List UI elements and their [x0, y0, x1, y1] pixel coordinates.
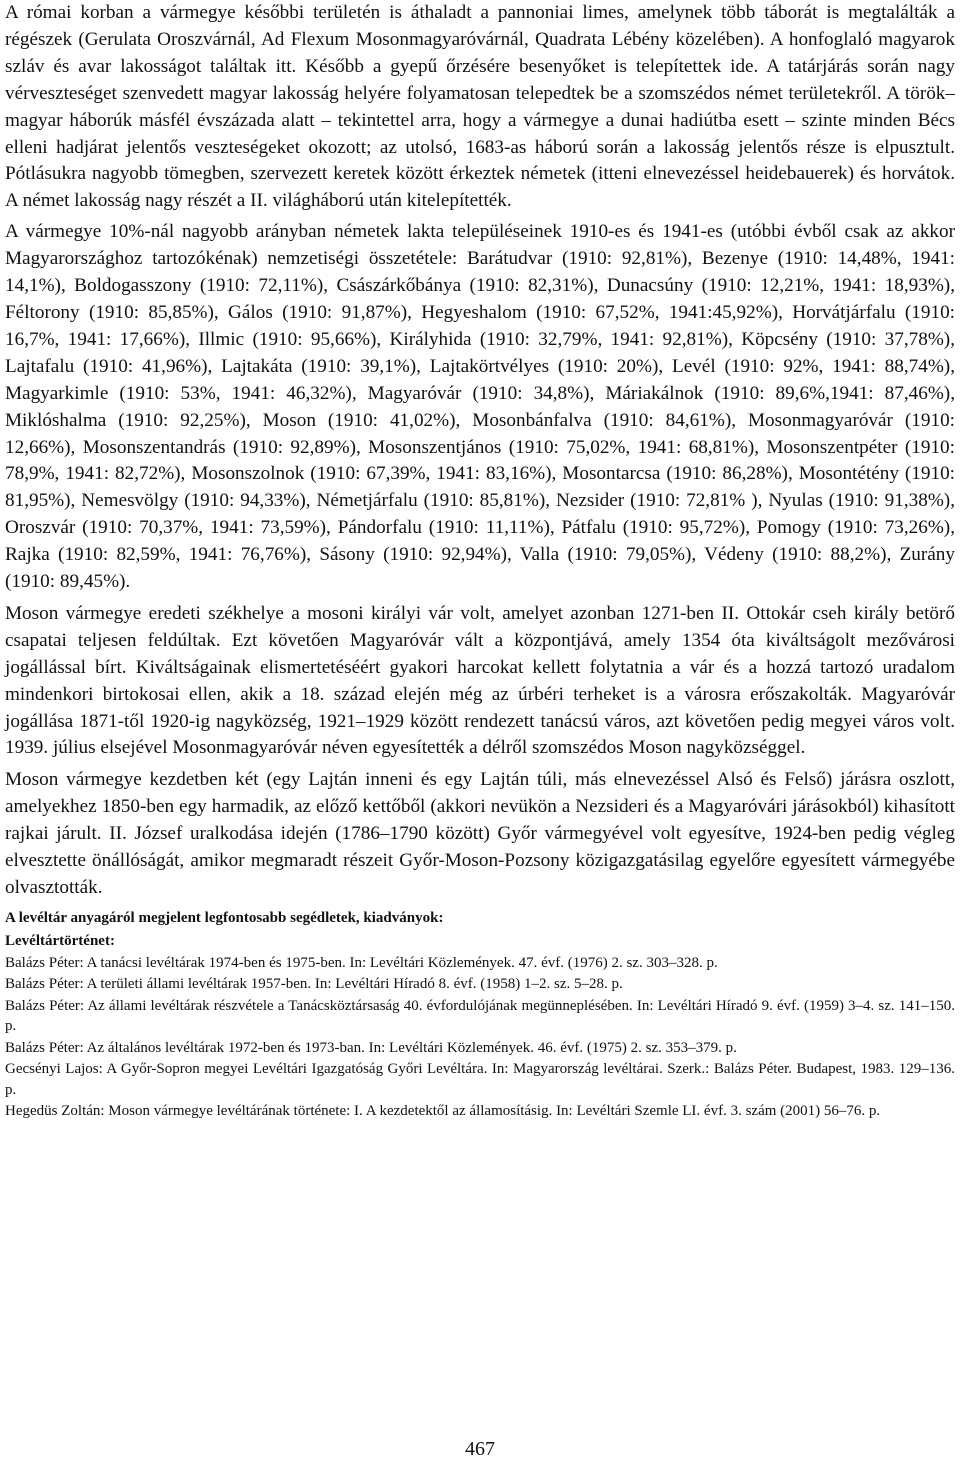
reference-entry: Hegedüs Zoltán: Moson vármegye levéltárának története: I. A kezdetektől az államosításig. In: Levéltári Szemle LI. évf. 3. szám (2001) 56–76. p. [5, 1103, 881, 1120]
page-number: 467 [465, 1438, 495, 1460]
paragraph-german-settlements: A vármegye 10%-nál nagyobb arányban németek lakta településeinek 1910-es és 1941-es (utóbbi évből csak az akkor Magyarországhoz tartozókénak) nemzetiségi összetétele: Barátudvar (1910: 92,81%), Bezenye (1910: 14,48%, 1941: 14,1%), Boldogasszony (1910: 72,11%), Császárkőbánya (1910: 82,31%), Dunacsúny (1910: 12,21%, 1941: 18,93%), Féltorony (1910: 85,85%), Gálos (1910: 91,87%), Hegyeshalom (1910: 67,52%, 1941:45,92%), Horvátjárfalu (1910: 16,7%, 1941: 17,66%), Illmic (1910: 95,66%), Királyhida (1910: 32,79%, 1941: 92,81%), Köpcsény (1910: 37,78%), Lajtafalu (1910: 41,96%), Lajtakáta (1910: 39,1%), Lajtakörtvélyes (1910: 20%), Levél (1910: 92%, 1941: 88,74%), Magyarkimle (1910: 53%, 1941: 46,32%), Magyaróvár (1910: 34,8%), Máriakálnok (1910: 89,6%,1941: 87,46%), Miklóshalma (1910: 92,25%), Moson (1910: 41,02%), Mosonbánfalva (1910: 84,61%), Mosonmagyaróvár (1910: 12,66%), Mosonszentandrás (1910: 92,89%), Mosonszentjános (1910: 75,02%, 1941: 68,81%), Mosonszentpéter (1910: 78,9%, 1941: 82,72%), Mosonszolnok (1910: 67,39%, 1941: 83,16%), Mosontarcsa (1910: 86,28%), Mosontétény (1910: 81,95%), Nemesvölgy (1910: 94,33%), Németjárfalu (1910: 85,81%), Nezsider (1910: 72,81% ), Nyulas (1910: 91,38%), Oroszvár (1910: 70,37%, 1941: 73,59%), Pándorfalu (1910: 11,11%), Pátfalu (1910: 95,72%), Pomogy (1910: 73,26%), Rajka (1910: 82,59%, 1941: 76,76%), Sásony (1910: 92,94%), Valla (1910: 79,05%), Védeny (1910: 88,2%), Zurány (1910: 89,45%). [5, 221, 955, 593]
paragraph-districts-history: Moson vármegye kezdetben két (egy Lajtán inneni és egy Lajtán túli, más elnevezéssel Alsó és Felső) járásra oszlott, amelyekhez 1850-ben egy harmadik, az előző kettőből (akkori nevükön a Nezsideri és a Magyaróvári járásokból) kihasított rajkai járult. II. József uralkodása idején (1786–1790 között) Győr vármegyével volt egyesítve, 1924-ben pedig végleg elvesztette önállóságát, amikor megmaradt részeit Győr-Moson-Pozsony közigazgatásilag egyelőre egyesített vármegyébe olvasztották. [5, 769, 955, 898]
paragraph-roman-era-history: A római korban a vármegye későbbi területén is áthaladt a pannoniai limes, amelynek több táborát is megtalálták a régészek (Gerulata Oroszvárnál, Ad Flexum Mosonmagyaróvárnál, Quadrata Lébény közelében). A honfoglaló magyarok szláv és avar lakosságot találtak itt. Később a gyepű őrzésére besenyőket is telepítettek ide. A tatárjárás során nagy vérveszteséget szenvedett magyar lakosság helyére folyamatosan telepedtek be a szomszédos német területekről. A török–magyar háborúk másfél évszázada alatt – tekintettel arra, hogy a vármegye a dunai hadiútba esett – szinte minden Bécs elleni hadjárat jelentős veszteségeket okozott; az utolsó, 1683-as háború során a lakosság jelentős része is elpusztult. Pótlásukra nagyobb tömegben, szervezett keretek között érkeztek németek (itteni elnevezéssel heidebauerek) és horvátok. A német lakosság nagy részét a II. világháború után kitelepítették. [5, 2, 955, 212]
reference-entry: Balázs Péter: Az állami levéltárak részvétele a Tanácsköztársaság 40. évfordulójának megünneplésében. In: Levéltári Híradó 9. évf. (1959) 3–4. sz. 141–150. p. [5, 997, 955, 1035]
publications-heading: A levéltár anyagáról megjelent legfontosabb segédletek, kiadványok: [5, 909, 444, 926]
document-page [5, 0, 955, 1123]
reference-entry: Gecsényi Lajos: A Győr-Sopron megyei Levéltári Igazgatóság Győri Levéltára. In: Magyarország levéltárai. Szerk.: Balázs Péter. Budapest, 1983. 129–136. p. [5, 1061, 955, 1098]
reference-entry: Balázs Péter: A területi állami levéltárak 1957-ben. In: Levéltári Híradó 8. évf. (1958) 1–2. sz. 5–28. p. [5, 976, 623, 993]
paragraph-county-seat-history: Moson vármegye eredeti székhelye a mosoni királyi vár volt, amelyet azonban 1271-ben II. Ottokár cseh király betörő csapatai teljesen feldúltak. Ezt követően Magyaróvár vált a központjává, amely 1354 óta kiváltságolt mezővárosi jogállással bírt. Kiváltságainak elismertetéséért gyakori harcokat kellett folytatnia a vár és a hozzá tartozó uradalom mindenkori birtokosai ellen, akik a 18. század elején még az úrbéri terheket is a városra erőszakolták. Magyaróvár jogállása 1871-től 1920-ig nagyközség, 1921–1929 között rendezett tanácsú város, azt követően pedig megyei város volt. 1939. július elsejével Mosonmagyaróvár néven egyesítették a délről szomszédos Moson nagyközséggel. [5, 602, 955, 759]
reference-entry: Balázs Péter: Az általános levéltárak 1972-ben és 1973-ban. In: Levéltári Közlemények. 46. évf. (1975) 2. sz. 353–379. p. [5, 1039, 737, 1056]
archive-history-heading: Levéltártörténet: [5, 932, 115, 949]
reference-entry: Balázs Péter: A tanácsi levéltárak 1974-ben és 1975-ben. In: Levéltári Közlemények. 47. évf. (1976) 2. sz. 303–328. p. [5, 954, 718, 971]
